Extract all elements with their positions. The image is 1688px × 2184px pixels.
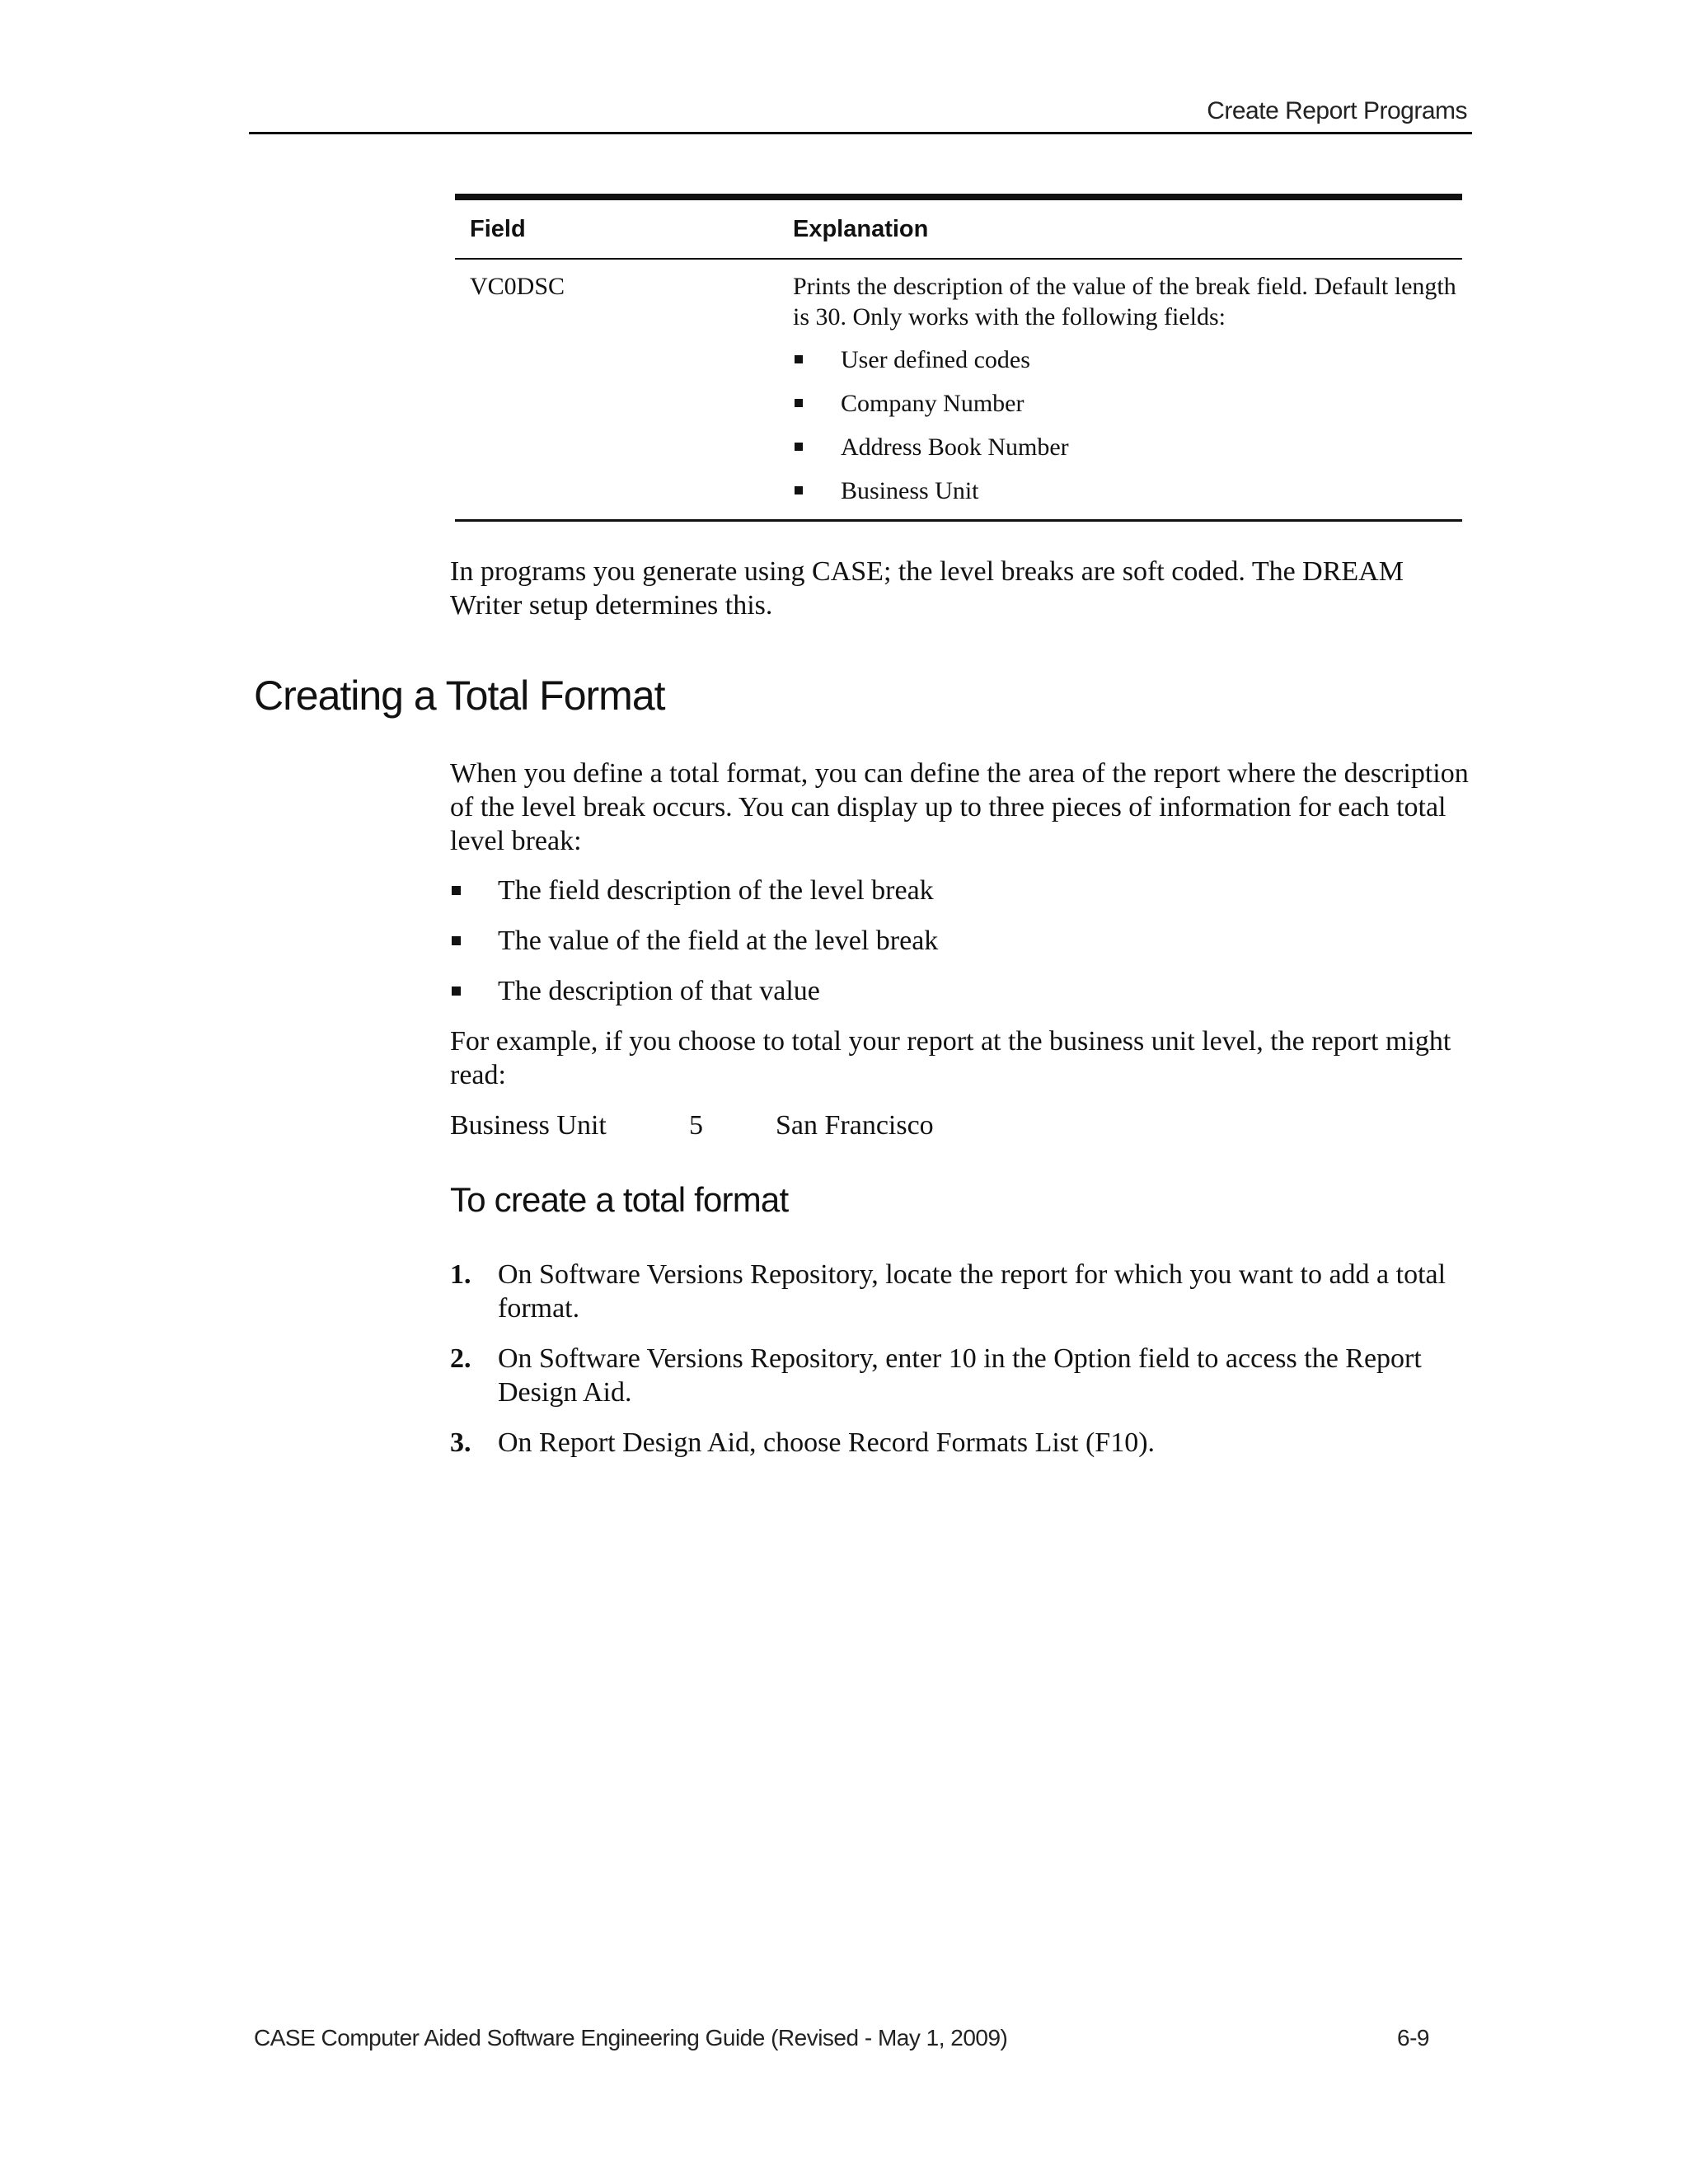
table-header-row [455, 200, 1462, 260]
list-item [793, 476, 1462, 506]
table-row [455, 260, 1462, 519]
intro-paragraph: In programs you generate using CASE; the level breaks are soft coded. The DREAM Writer setup determines this. [450, 556, 1404, 621]
step-text: On Software Versions Repository, enter 10 in the Option field to access the Report Design Aid. [498, 1343, 1422, 1408]
step-number: 2. [450, 1343, 471, 1374]
list-item [793, 344, 1462, 375]
square-bullet-icon [452, 987, 461, 996]
footer-guide-title: CASE Computer Aided Software Engineering Guide (Revised - May 1, 2009) [254, 2025, 1008, 2050]
step-item [450, 1426, 1472, 1460]
list-item [793, 388, 1462, 419]
example-description: San Francisco [776, 1110, 934, 1141]
table-cell-field: VC0DSC [470, 273, 565, 300]
list-item-text: Company Number [841, 390, 1025, 417]
list-item-text: The field description of the level break [498, 875, 934, 906]
step-item [450, 1342, 1472, 1409]
list-item-text: User defined codes [841, 346, 1030, 373]
list-item-text: Business Unit [841, 477, 979, 504]
square-bullet-icon [795, 399, 803, 407]
list-item-text: Address Book Number [841, 434, 1069, 461]
square-bullet-icon [452, 936, 461, 945]
list-item-text: The description of that value [498, 976, 820, 1006]
step-text: On Report Design Aid, choose Record Formats List (F10). [498, 1427, 1156, 1458]
column-header-explanation: Explanation [793, 215, 929, 242]
footer-page-number: 6-9 [1397, 2025, 1429, 2050]
column-header-field: Field [470, 215, 526, 242]
applicable-fields-list [793, 344, 1462, 506]
running-header-title: Create Report Programs [1207, 97, 1467, 124]
field-table [455, 194, 1462, 522]
example-label: Business Unit [450, 1110, 607, 1141]
table-cell-explanation [781, 271, 1462, 506]
example-value: 5 [689, 1110, 703, 1141]
list-item [450, 974, 1472, 1024]
list-item [793, 432, 1462, 462]
step-text: On Software Versions Repository, locate the report for which you want to add a total format. [498, 1259, 1447, 1324]
step-item [450, 1258, 1472, 1325]
procedure-steps [450, 1258, 1472, 1476]
list-item [450, 874, 1472, 924]
square-bullet-icon [452, 886, 461, 895]
running-header [249, 92, 1472, 134]
section-heading: Creating a Total Format [254, 673, 665, 719]
list-item-text: The value of the field at the level break [498, 926, 939, 956]
explanation-text: Prints the description of the value of the break field. Default length is 30. Only works with the following fields: [793, 273, 1456, 330]
step-number: 3. [450, 1427, 471, 1458]
square-bullet-icon [795, 355, 803, 363]
section-paragraph: When you define a total format, you can define the area of the report where the description of the level break occurs. You can display up to three pieces of information for each total level break: [450, 758, 1469, 856]
example-intro: For example, if you choose to total your report at the business unit level, the report might read: [450, 1026, 1451, 1090]
list-item [450, 924, 1472, 974]
procedure-heading: To create a total format [450, 1180, 789, 1219]
info-bullet-list [450, 874, 1472, 1024]
square-bullet-icon [795, 443, 803, 451]
step-number: 1. [450, 1259, 471, 1290]
square-bullet-icon [795, 486, 803, 494]
